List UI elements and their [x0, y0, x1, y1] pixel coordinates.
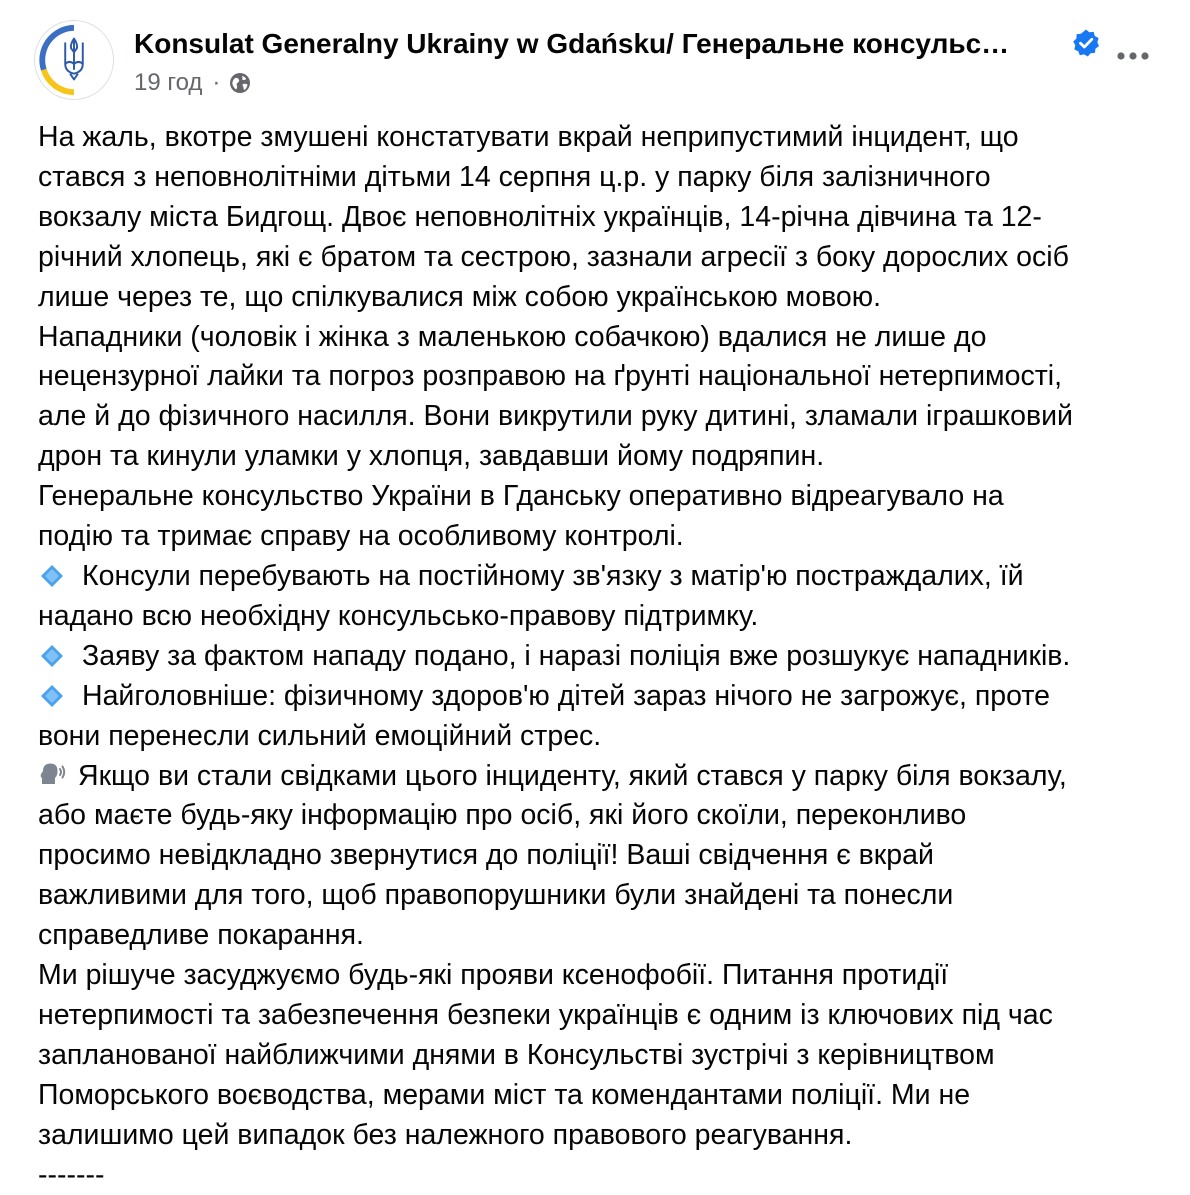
text-line: річний хлопець, які є братом та сестрою, зазнали агресії з боку дорослих осіб — [38, 240, 1069, 273]
ukraine-coat-of-arms-logo — [35, 21, 113, 99]
text-line: нецензурної лайки та погроз розправою на ґрунті національної нетерпимості, — [38, 360, 1062, 393]
text-line: Генеральне консульство України в Гданську оперативно відреагувало на — [38, 480, 1004, 513]
text-line: залишимо цей випадок без належного правового реагування. — [38, 1118, 853, 1151]
more-horizontal-icon — [1115, 50, 1151, 62]
verified-badge-icon[interactable] — [1071, 28, 1101, 58]
bullet-text: Заяву за фактом нападу подано, і наразі поліція вже розшукує нападників. — [82, 639, 1071, 672]
text-line: лише через те, що спілкувалися між собою українською мовою. — [38, 280, 882, 313]
text-line: нетерпимості та забезпечення безпеки українців є одним із ключових під час — [38, 998, 1053, 1031]
text-line: Ми рішуче засуджуємо будь-які прояви ксенофобії. Питання протидії — [38, 959, 949, 992]
text-line: подію та тримає справу на особливому контролі. — [38, 520, 684, 553]
text-line: вокзалу міста Бидгощ. Двоє неповнолітніх українців, 14-річна дівчина та 12- — [38, 200, 1042, 233]
text-line: Нападники (чоловік і жінка з маленькою собачкою) вдалися не лише до — [38, 320, 987, 353]
page-avatar[interactable] — [34, 20, 114, 100]
appeal-line — [38, 757, 1178, 797]
text-line: На жаль, вкотре змушені констатувати вкрай неприпустимий інцидент, що — [38, 121, 1019, 153]
text-line: надано всю необхідну консульсько-правову підтримку. — [38, 599, 759, 632]
text-line: стався з неповнолітніми дітьми 14 серпня ц.р. у парку біля залізничного — [38, 160, 991, 193]
post-options-button[interactable] — [1108, 36, 1158, 76]
appeal-text: Якщо ви стали свідками цього інциденту, який стався у парку біля вокзалу, — [78, 759, 1067, 792]
text-line: або маєте будь-яку інформацію про осіб, які його скоїли, переконливо — [38, 799, 967, 832]
text-line: важливими для того, щоб правопорушники були знайдені та понесли — [38, 879, 954, 912]
post-text — [38, 118, 1178, 1195]
text-line: запланованої найближчими днями в Консульстві зустрічі з керівництвом — [38, 1038, 995, 1071]
globe-icon[interactable] — [228, 71, 252, 95]
text-line: просимо невідкладно звернутися до поліції! Ваші свідчення є вкрай — [38, 839, 934, 872]
text-line: дрон та кинули уламки у хлопця, завдавши йому подряпин. — [38, 440, 825, 473]
page-name-link[interactable]: Konsulat Generalny Ukrainy w Gdańsku/ Генеральне консульс… — [134, 28, 1010, 59]
bullet-line — [38, 557, 1178, 597]
bullet-text: Найголовніше: фізичному здоров'ю дітей зараз нічого не загрожує, проте — [82, 679, 1050, 712]
bullet-text: Консули перебувають на постійному зв'язку з матір'ю постраждалих, їй — [82, 559, 1024, 592]
text-line: справедливе покарання. — [38, 919, 364, 952]
blue-diamond-icon — [38, 562, 66, 590]
text-line: але й до фізичного насилля. Вони викрутили руку дитині, зламали іграшковий — [38, 400, 1073, 433]
post-timestamp-link[interactable]: 19 год — [134, 69, 203, 96]
post-meta — [134, 66, 252, 100]
blue-diamond-icon — [38, 682, 66, 710]
text-divider: ------- — [38, 1158, 105, 1191]
text-line: Поморського воєводства, мерами міст та комендантами поліції. Ми не — [38, 1078, 971, 1111]
meta-separator: · — [212, 69, 221, 96]
text-line: вони перенесли сильний емоційний стрес. — [38, 719, 602, 752]
speaking-head-icon — [38, 760, 68, 790]
post-header — [0, 0, 1190, 110]
bullet-line — [38, 677, 1178, 717]
blue-diamond-icon — [38, 642, 66, 670]
bullet-line — [38, 637, 1178, 677]
